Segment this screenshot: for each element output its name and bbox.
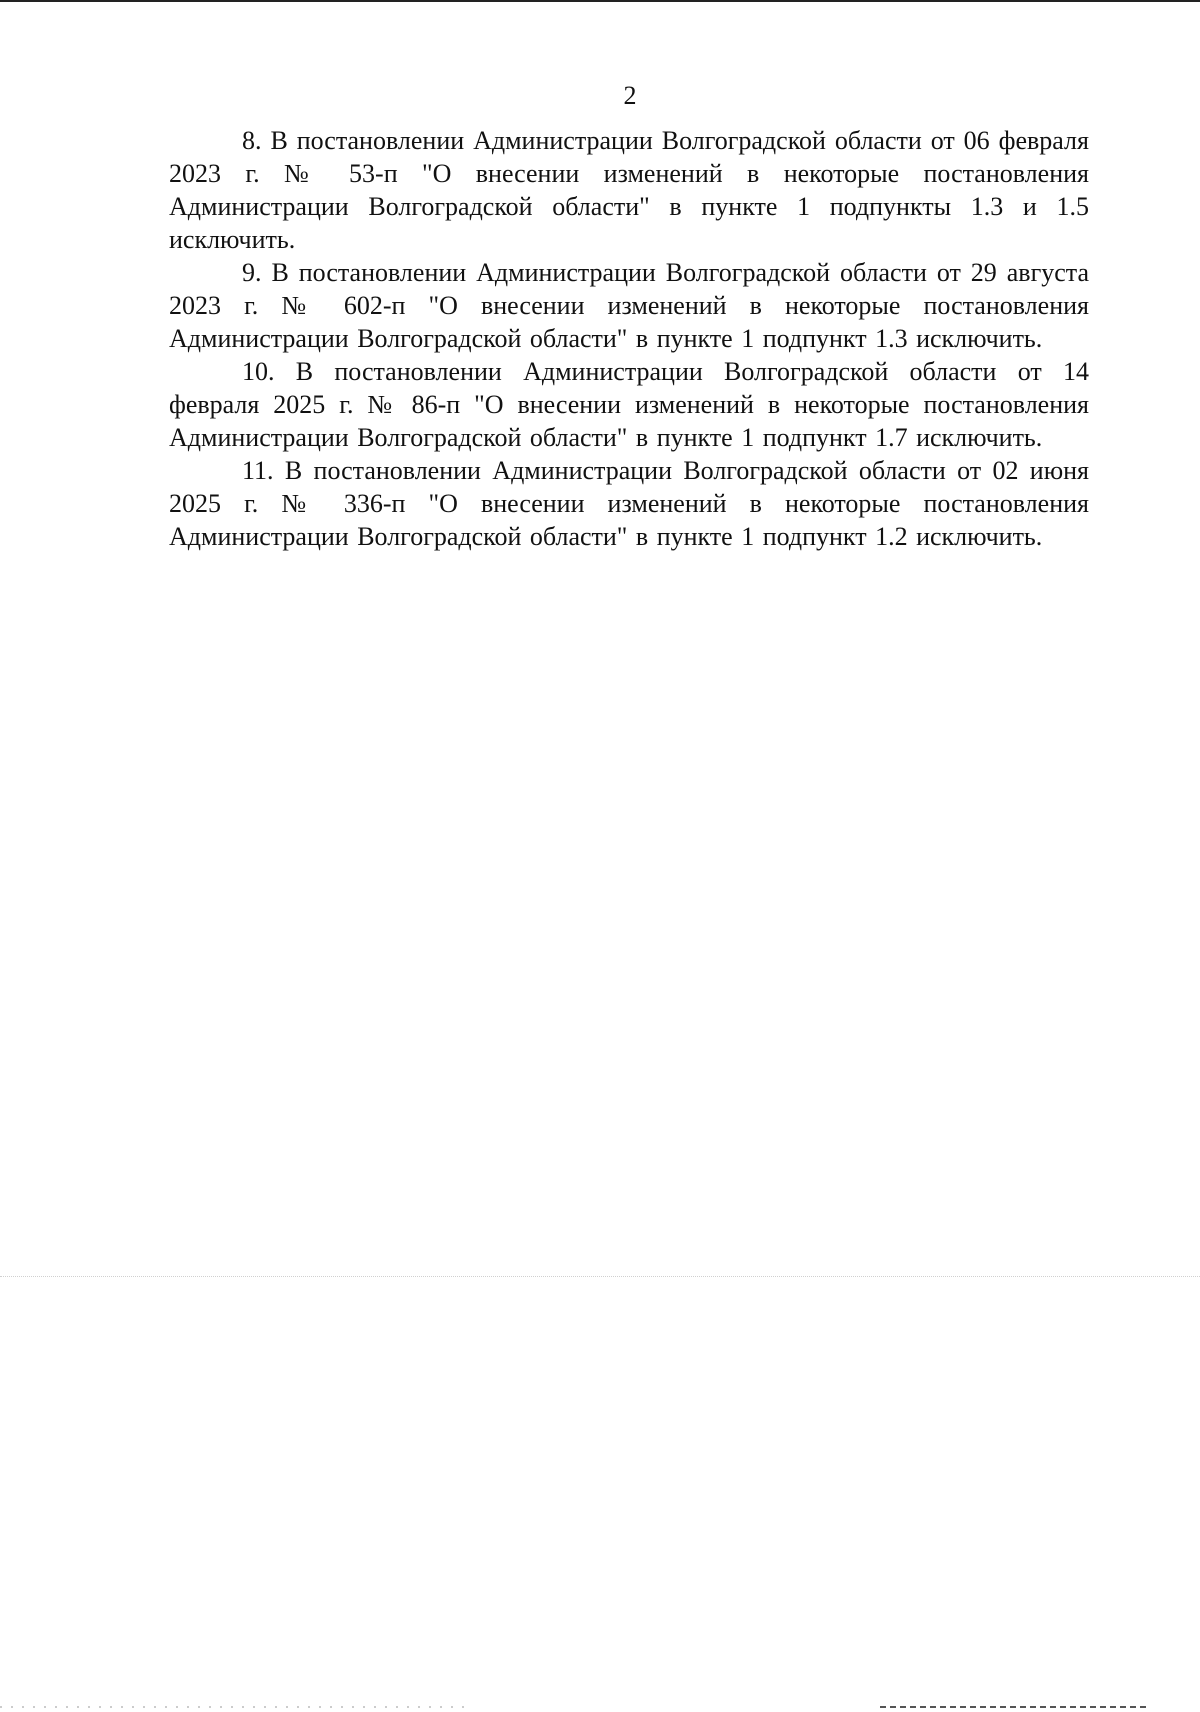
document-body bbox=[169, 124, 1089, 553]
scan-artifact-line bbox=[0, 1276, 1200, 1278]
scan-bottom-noise bbox=[0, 1700, 1200, 1710]
page-number: 2 bbox=[623, 81, 637, 110]
paragraph-item-11: 11. В постановлении Администрации Волгоградской области от 02 июня 2025 г. № 336-п "О внесении изменений в некоторые постановления Администрации Волгоградской области" в пункте 1 подпункт 1.2 исключить. bbox=[169, 456, 1089, 551]
paragraph-item-9: 9. В постановлении Администрации Волгоградской области от 29 августа 2023 г. № 602-п "О внесении изменений в некоторые постановления Администрации Волгоградской области" в пункте 1 подпункт 1.3 исключить. bbox=[169, 258, 1089, 353]
scan-top-border bbox=[0, 0, 1200, 2]
paragraph-item-10: 10. В постановлении Администрации Волгоградской области от 14 февраля 2025 г. № 86-п "О внесении изменений в некоторые постановления Администрации Волгоградской области" в пункте 1 подпункт 1.7 исключить. bbox=[169, 357, 1089, 452]
paragraph-item-8: 8. В постановлении Администрации Волгоградской области от 06 февраля 2023 г. № 53-п "О внесении изменений в некоторые постановления Администрации Волгоградской области" в пункте 1 подпункты 1.3 и 1.5 исключить. bbox=[169, 126, 1089, 254]
